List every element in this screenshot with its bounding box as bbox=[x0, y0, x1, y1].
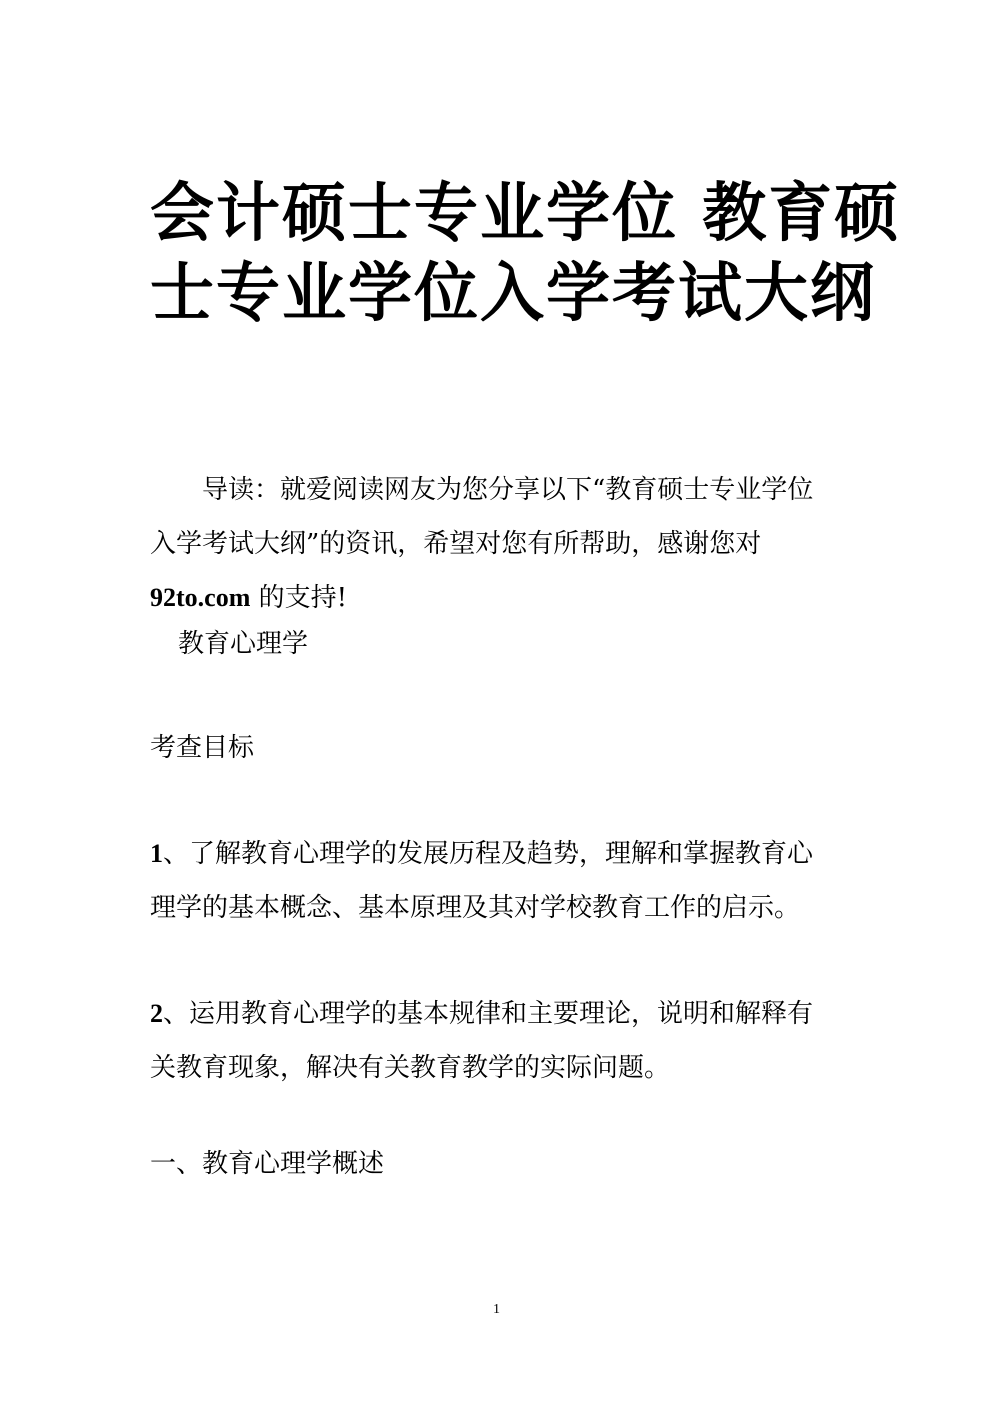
goal-item-1-line-1 bbox=[150, 827, 840, 881]
goal-heading: 考查目标 bbox=[150, 733, 255, 763]
goal-item-2-text: 、运用教育心理学的基本规律和主要理论，说明和解释有 bbox=[163, 999, 814, 1029]
goal-item-1 bbox=[150, 827, 840, 935]
section-heading-1: 一、教育心理学概述 bbox=[150, 1149, 385, 1179]
goal-item-2 bbox=[150, 987, 840, 1095]
document-title-line-2: 士专业学位入学考试大纲 bbox=[150, 257, 876, 331]
intro-line-2: 入学考试大纲”的资讯，希望对您有所帮助，感谢您对 bbox=[150, 529, 762, 559]
intro-paragraph bbox=[150, 463, 840, 625]
document-title-line-1: 会计硕士专业学位 教育硕 bbox=[150, 177, 901, 251]
goal-item-1-text: 、了解教育心理学的发展历程及趋势，理解和掌握教育心 bbox=[163, 839, 814, 869]
goal-item-2-number: 2 bbox=[150, 999, 163, 1028]
page-number: 1 bbox=[493, 1302, 500, 1317]
intro-line-3-rest: 的支持! bbox=[250, 583, 348, 613]
site-name: 92to.com bbox=[150, 583, 251, 612]
intro-line-3 bbox=[150, 571, 840, 625]
goal-item-2-line-1 bbox=[150, 987, 840, 1041]
goal-item-1-number: 1 bbox=[150, 839, 163, 868]
goal-item-1-line-2: 理学的基本概念、基本原理及其对学校教育工作的启示。 bbox=[150, 893, 801, 923]
subject-heading: 教育心理学 bbox=[178, 629, 309, 659]
goal-item-2-line-2: 关教育现象，解决有关教育教学的实际问题。 bbox=[150, 1053, 671, 1083]
intro-line-1: 导读：就爱阅读网友为您分享以下“教育硕士专业学位 bbox=[202, 475, 814, 505]
